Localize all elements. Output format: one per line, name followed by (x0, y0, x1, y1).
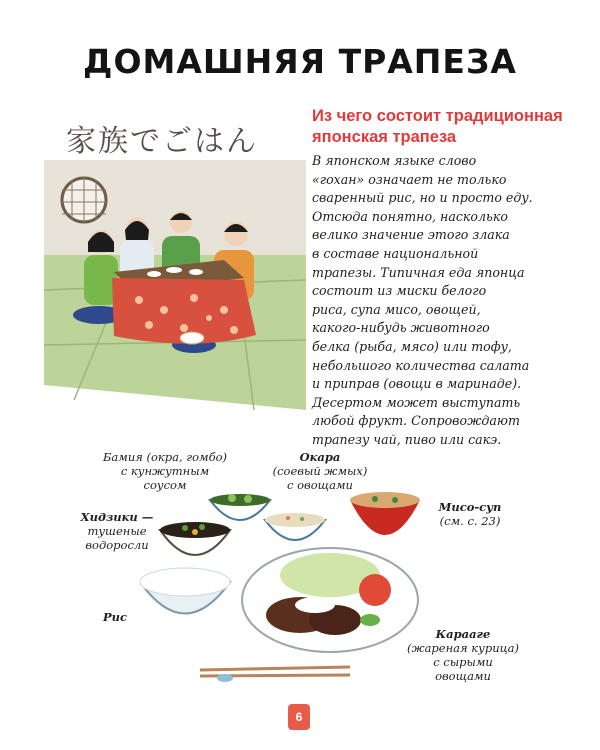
karaage-plate-illustration (242, 548, 418, 652)
label-hijiki: Хидзики — тушеные водоросли (80, 510, 154, 552)
rice-bowl-illustration (140, 568, 230, 614)
cat (180, 332, 204, 344)
okra-bowl-illustration (210, 494, 270, 520)
label-okara: Окара (соевый жмых) с овощами (272, 450, 368, 492)
hijiki-bowl-illustration (160, 522, 230, 555)
japanese-heading: 家族でごはん (66, 124, 258, 159)
label-miso: Мисо-суп (см. с. 23) (438, 500, 502, 528)
article-subtitle: Из чего состоит традиционная японская трапеза (312, 107, 563, 146)
food-illustration (140, 470, 440, 700)
okara-bowl-illustration (265, 513, 325, 540)
label-rice: Рис (102, 610, 127, 624)
page-number: 6 (288, 704, 310, 730)
article-body: В японском языке слово «гохан» означает не только сваренный рис, но и просто еду. Отсюда понятно, насколько велико значение этого злака в составе национальной трапезы. Типичная еда японца состоит из миски белого риса, супа мисо, овощей, какого-нибудь животного белка (рыба, мясо) или тофу, небольшого количества салата и приправ (овощи в маринаде). Десертом может выступать любой фрукт. Сопровождают трапезу чай, пиво или сакэ. (312, 153, 533, 447)
chopsticks-illustration (200, 667, 350, 682)
label-karaage: Карааге (жареная курица) с сырыми овощами (407, 627, 519, 683)
miso-soup-bowl-illustration (350, 492, 420, 535)
family-meal-illustration (44, 160, 306, 410)
page-title: ДОМАШНЯЯ ТРАПЕЗА (83, 42, 517, 81)
label-bamia: Бамия (окра, гомбо) с кунжутным соусом (102, 450, 228, 492)
